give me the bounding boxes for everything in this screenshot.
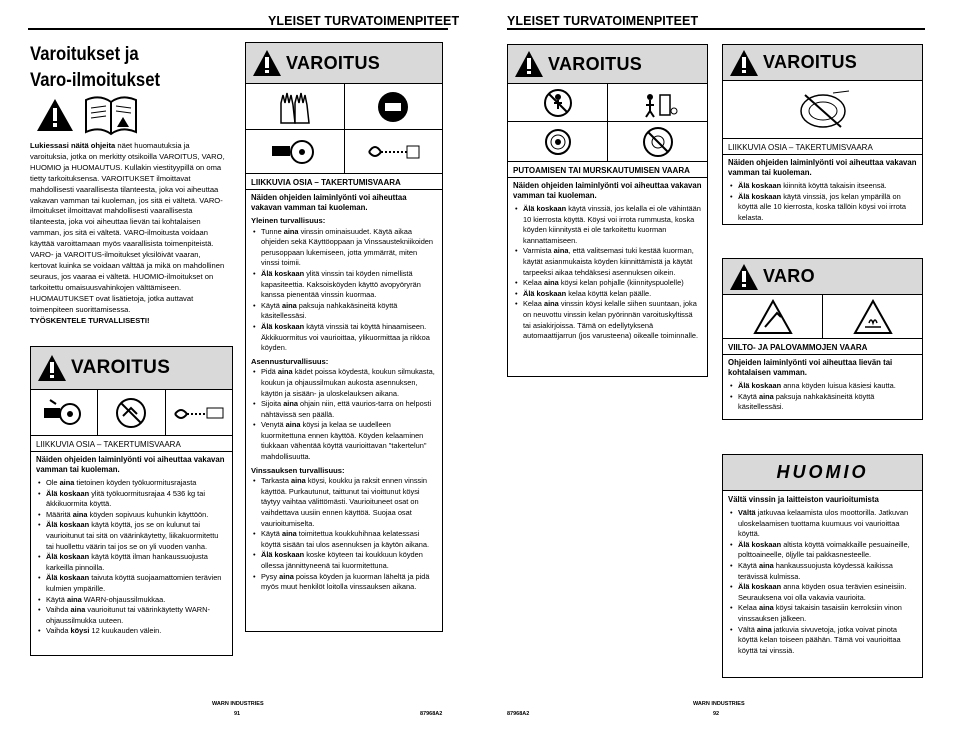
list-item: • Älä koskaan altista köyttä voimakkaille pesuaineille, polttoaineelle, öljylle tai pakkasnesteelle.	[728, 540, 917, 561]
list-item: • Älä koskaan käytä köyttä, jos se on kulunut tai vaurioitunut tai sitä on väärinkäytetty, liikakuormitettu tai huollettu väärin tai jos se on yli vuoden vanha.	[36, 520, 227, 552]
burn-hazard-icon	[823, 295, 922, 338]
list-item: • Älä koskaan kiinnitä köyttä takaisin itseensä.	[728, 181, 917, 192]
hazard-icons	[723, 295, 922, 339]
right-page	[477, 0, 954, 738]
warning-list	[36, 478, 227, 637]
intro-text: Lukiessasi näitä ohjeita näet huomautuksia ja varoituksia, jotka on merkitty otsikoilla VAROITUS, VARO, HUOMIO ja HUOMAUTUS. Kullakin viestityypillä on oma tietty tarkoituksensa. VAROITUKSET ilmoittavat mahdollisesti vaarallisesta tilanteesta, joka voi aiheuttaa vakavan vamman tai kuoleman, jos sitä ei vältetä. VARO-ilmoitukset ilmoittavat mahdollisesti vaarallisesta tilanteesta, joka voi aiheuttaa lievän tai kohtalaisen vamman, jos sitä ei vältetä. VARO-ilmoitusta voidaan käyttää varoittamaan myös vaarallisista toimenpiteistä. VARO- ja VAROITUS-ilmoitukset yksilöivät vaaran, kertovat kuinka se voidaan välttää ja mikä on mahdollinen seuraus, jos vaaraa ei vältetä. HUOMIO-ilmoitukset on tarkoitettu omaisuusvahinkojen välttämiseen. HUOMAUTUKSET ovat lisätietoja, jotka auttavat toimenpiteen suorittamisessa. TYÖSKENTELE TURVALLISESTI!	[30, 141, 225, 325]
cut-hazard-icon	[723, 295, 823, 338]
hazard-icons-row1	[246, 84, 442, 130]
section-title: LIIKKUVIA OSIA – TAKERTUMISVAARA	[31, 436, 232, 452]
hand-in-spool-icon	[246, 130, 345, 173]
section-title: LIIKKUVIA OSIA – TAKERTUMISVAARA	[723, 139, 922, 155]
list-item: • Varmista aina, että valitsemasi tuki kestää kuorman, käytät asianmukaista köyden kiinnittämistä ja käytät tarpeeksi aikaa tehdäksesi asennuksen oikein.	[513, 246, 702, 278]
header-rule	[507, 28, 925, 30]
warning-list	[251, 367, 437, 462]
warning-triangle-icon	[37, 354, 67, 382]
hazard-icons-row2	[246, 130, 442, 174]
list-item: • Älä koskaan ylitä vinssin tai köyden nimellistä kapasiteettia. Kaksoisköyden käyttö avopyöryrän kanssa pienentää vinssin kuormaa.	[251, 269, 437, 301]
warning-list	[251, 476, 437, 593]
warning-signal-word: VAROITUS	[763, 52, 858, 72]
list-item: • Älä koskaan ylitä työkuormitusrajaa 4 536 kg tai äkkikuormita köyttä.	[36, 489, 227, 510]
caution-list	[728, 381, 917, 413]
gloves-icon	[246, 84, 345, 129]
list-item: • Vaihda köysi 12 kuukauden välein.	[36, 626, 227, 637]
list-item: • Älä koskaan kelaa köyttä kelan päälle.	[513, 289, 702, 300]
notice-text: Vältä vinssin ja laitteiston vaurioitumista • Vältä jatkuvaa kelaamista ulos moottorilla. Jatkuvan uloskelaamisen tuottama kuumuus voi vaurioittaa köyttä. • Älä koskaan altista köyttä voimakkaille pesuaineille, polttoaineelle, öljylle tai pakkasnesteelle. • Käytä aina hankaussuojusta köydessä kaikissa terävissä kulmissa. • Älä koskaan anna köyden osua terävien esineisiin. Seurauksena voi olla vakavia vaurioita. • Kelaa aina köysi takaisin tasaisiin kerroksiin vinon vinssauksen jälkeen. • Vältä aina jatkuvia sivuvetoja, jotka voivat pinota köyttä kelan toiseen päähän. Tämä voi vaurioittaa köyttä tai vinssiä.	[723, 491, 922, 656]
helmet-icon	[345, 84, 443, 129]
warning-signal-word: VAROITUS	[286, 52, 381, 73]
caution-box-cuts-burns	[722, 258, 923, 420]
notice-box-equipment-damage	[722, 454, 923, 678]
document-code: 87968A2	[420, 711, 443, 717]
hazard-icons	[31, 390, 232, 436]
list-item: • Kelaa aina vinssin köysi kelalle siihen suuntaan, joka on neuvottu vinssin kelan pyörinnän varoituskyltissä tai asiakirjoissa. Tämä on edellytyksenä automaattijarrun (jos varusteena) oikealle toiminnalle.	[513, 299, 702, 341]
hook-entanglement-icon	[345, 130, 443, 173]
warning-list	[513, 204, 702, 342]
crush-hazard-icon	[608, 84, 707, 121]
list-item: • Käytä aina paksuja nahkakäsineitä köyttä käsitellessäsi.	[728, 392, 917, 413]
warning-list	[251, 227, 437, 354]
hazard-icons	[723, 81, 922, 139]
section-title: VIILTO- JA PALOVAMMOJEN VAARA	[723, 339, 922, 355]
list-item: • Käytä aina paksuja nahkakäsineitä köyttä käsitellessäsi.	[251, 301, 437, 322]
spool-wraps-icon	[508, 122, 608, 161]
warning-box-moving-parts-right	[722, 44, 923, 225]
list-item: • Älä koskaan käytä vinssiä, jos kelan ympärillä on köyttä alle 10 kierrosta, koska tällöin köysi voi irrota kelasta.	[728, 192, 917, 224]
page-number: 91	[234, 711, 241, 717]
page-header: YLEISET TURVATOIMENPITEET	[268, 14, 460, 28]
hand-in-winch-icon	[31, 390, 98, 435]
warning-text: Näiden ohjeiden laiminlyönti voi aiheuttaa vakavan vamman tai kuoleman. • Ole aina tietoinen köyden työkuormitusrajasta • Älä koskaan ylitä työkuormitusrajaa 4 536 kg tai äkkikuormita köyttä. • Määritä aina köyden sopivuus kuhunkin käyttöön. • Älä koskaan käytä köyttä, jos se on kulunut tai vaurioitunut tai sitä on väärinkäytetty, liikakuormitettu tai huollettu väärin tai jos se on yli vuoden vanha. • Älä koskaan käytä köyttä ilman hankaussuojusta karkeilla pinnoilla. • Älä koskaan taivuta köyttä suojaamattomien terävien kulmien ympärille. • Käytä aina WARN-ohjaussilmukkaa. • Vaihda aina vaurioitunut tai väärinkäytetty WARN-ohjaussilmukka uuteen. • Vaihda köysi 12 kuukauden välein.	[31, 452, 232, 637]
list-item: • Pidä aina kädet poissa köydestä, koukun silmukasta, koukun ja ohjaussilmukan aukosta asennuksen, käytön ja sisään- ja uloskelauksen aikana.	[251, 367, 437, 399]
notice-list	[728, 508, 917, 656]
notice-banner	[723, 455, 922, 491]
list-item: • Sijoita aina ohjain niin, että vaurios-tarra on helposti nähtävissä sen päällä.	[251, 399, 437, 420]
list-item: • Vaihda aina vaurioitunut tai väärinkäytetty WARN-ohjaussilmukka uuteen.	[36, 605, 227, 626]
list-item: • Älä koskaan käytä vinssiä, jos kelalla ei ole vähintään 10 kierrosta köyttä. Köysi voi irrota rummusta, koska köyden kiinnitystä ei ole tarkoitettu kuorman kannattamiseen.	[513, 204, 702, 246]
warning-list	[728, 181, 917, 223]
warning-signal-word: VAROITUS	[71, 357, 171, 378]
warning-text: Näiden ohjeiden laiminlyönti voi aiheuttaa vakavan vamman tai kuoleman. • Älä koskaan kiinnitä köyttä takaisin itseensä. • Älä koskaan käytä vinssiä, jos kelan ympärillä on köyttä alle 10 kierrosta, koska tällöin köysi voi irrota kelasta.	[723, 155, 922, 223]
read-manual-icon	[82, 92, 140, 141]
list-item: • Määritä aina köyden sopivuus kuhunkin käyttöön.	[36, 510, 227, 521]
caution-text: Ohjeiden laiminlyönti voi aiheuttaa lievän tai kohtalaisen vamman. • Älä koskaan anna köyden luisua käsiesi kautta. • Käytä aina paksuja nahkakäsineitä köyttä käsitellessäsi.	[723, 355, 922, 413]
list-item: • Käytä aina hankaussuojusta köydessä kaikissa terävissä kulmissa.	[728, 561, 917, 582]
list-item: • Venytä aina köysi ja kelaa se uudelleen kuormitettuna ennen käyttöä. Köyden kelaaminen tiukkaan vähentää köyttä vaurioittavan "takertelun" mahdollisuutta.	[251, 420, 437, 462]
hazard-icons-row1	[508, 84, 707, 122]
hazard-icons-row2	[508, 122, 707, 162]
warning-banner	[508, 45, 707, 84]
warning-text: Näiden ohjeiden laiminlyönti voi aiheuttaa vakavan vamman tai kuoleman. Yleinen turvallisuus: • Tunne aina vinssin ominaisuudet. Käytä aikaa ohjeiden sekä Käyttöoppaan ja Vinssaustekniikoiden perusoppaan lukemiseen, jotta ymmärrät, miten vinssi toimii. • Älä koskaan ylitä vinssin tai köyden nimellistä kapasiteettia. Kaksoisköyden käyttö avopyöryrän kanssa pienentää vinssin kuormaa. • Käytä aina paksuja nahkakäsineitä köyttä käsitellessäsi. • Älä koskaan käytä vinssiä tai köyttä hinaamiseen. Äkkikuormitus voi vaurioittaa, ylikuormittaa ja rikkoa köyden. Asennusturvallisuus: • Pidä aina kädet poissa köydestä, koukun silmukasta, koukun ja ohjaussilmukan aukosta asennuksen, käytön ja sisään- ja uloskelauksen aikana. • Sijoita aina ohjain niin, että vaurios-tarra on helposti nähtävissä sen päällä. • Venytä aina köysi ja kelaa se uudelleen kuormitettuna ennen käyttöä. Köyden kelaaminen tiukkaan vähentää köyttä vaurioittavan "takertelun" mahdollisuutta. Vinssauksen turvallisuus: • Tarkasta aina köysi, koukku ja raksit ennen vinssin käyttöä. Purkautunut, taittunut tai vioittunut köysi täytyy vaihtaa välittömästi. Vaurioituneet osat on vaihdettava uusiin ennen käyttöä. Suojaa osat vaurioitumiselta. • Käytä aina toimitettua koukkuhihnaa kelatessasi köyttä sisään tai ulos asennuksen ja käytön aikana. • Älä koskaan koske köyteen tai koukkuun köyden ollessa jännittyneenä tai kuormitettuna. • Pysy aina poissa köyden ja kuorman läheltä ja pidä myös muut henkilöt loitolla vinssauksen aikana.	[246, 190, 442, 593]
no-spool-icon	[608, 122, 707, 161]
list-item: • Älä koskaan käytä köyttä ilman hankaussuojusta karkeilla pinnoilla.	[36, 552, 227, 573]
caution-signal-word: VARO	[763, 266, 815, 286]
list-item: • Ole aina tietoinen köyden työkuormitusrajasta	[36, 478, 227, 489]
list-item: • Älä koskaan anna köyden luisua käsiesi kautta.	[728, 381, 917, 392]
list-item: • Vältä jatkuvaa kelaamista ulos moottorilla. Jatkuvan uloskelaamisen tuottama kuumuus voi vaurioittaa köyttä.	[728, 508, 917, 540]
section-title: LIIKKUVIA OSIA – TAKERTUMISVAARA	[246, 174, 442, 190]
hook-hand-icon	[166, 390, 232, 435]
warning-banner	[31, 347, 232, 390]
page-header: YLEISET TURVATOIMENPITEET	[507, 14, 699, 28]
warning-triangle-icon	[729, 49, 759, 77]
list-item: • Tarkasta aina köysi, koukku ja raksit ennen vinssin käyttöä. Purkautunut, taittunut tai vioittunut köysi täytyy vaihtaa välittömästi. Vaurioituneet osat on vaihdettava uusiin ennen käyttöä. Suojaa osat vaurioitumiselta.	[251, 476, 437, 529]
header-rule	[28, 28, 448, 30]
warning-triangle-icon	[514, 50, 544, 78]
warning-banner	[246, 43, 442, 84]
caution-triangle-icon	[729, 263, 759, 291]
page-number: 92	[713, 711, 720, 717]
notice-signal-word: HUOMIO	[776, 462, 869, 482]
document-code: 87968A2	[507, 711, 530, 717]
warning-signal-word: VAROITUS	[548, 53, 643, 74]
list-item: • Älä koskaan anna köyden osua terävien esineisiin. Seurauksena voi olla vakavia vaurioita.	[728, 582, 917, 603]
footer-company: WARN INDUSTRIES	[212, 701, 264, 707]
list-item: • Älä koskaan koske köyteen tai koukkuun köyden ollessa jännittyneenä tai kuormitettuna.	[251, 550, 437, 571]
warning-triangle-icon	[252, 49, 282, 77]
no-lifting-icon	[508, 84, 608, 121]
warning-box-moving-parts-left	[30, 346, 233, 656]
list-item: • Älä koskaan taivuta köyttä suojaamattomien terävien kulmien ympärille.	[36, 573, 227, 594]
list-item: • Käytä aina toimitettua koukkuhihnaa kelatessasi köyttä sisään tai ulos asennuksen ja käytön aikana.	[251, 529, 437, 550]
footer-company: WARN INDUSTRIES	[693, 701, 745, 707]
list-item: • Kelaa aina köysi takaisin tasaisiin kerroksiin vinon vinssauksen jälkeen.	[728, 603, 917, 624]
list-item: • Tunne aina vinssin ominaisuudet. Käytä aikaa ohjeiden sekä Käyttöoppaan ja Vinssaustekniikoiden perusoppaan lukemiseen, jotta ymmärrät, miten vinssi toimii.	[251, 227, 437, 269]
list-item: • Vältä aina jatkuvia sivuvetoja, jotka voivat pinota köyttä kelan toiseen päähän. Tämä voi vaurioittaa köyttä tai vinssiä.	[728, 625, 917, 657]
warning-triangle-icon	[36, 98, 74, 137]
warning-box-moving-parts-general	[245, 42, 443, 632]
list-item: • Pysy aina poissa köyden ja kuorman läheltä ja pidä myös muut henkilöt loitolla vinssauksen aikana.	[251, 572, 437, 593]
no-rope-wrap-icon	[723, 81, 922, 138]
warning-text: Näiden ohjeiden laiminlyönti voi aiheuttaa vakavan vamman tai kuoleman. • Älä koskaan käytä vinssiä, jos kelalla ei ole vähintään 10 kierrosta köyttä. Köysi voi irrota rummusta, koska köyden kiinnitystä ei ole tarkoitettu kuorman kannattamiseen. • Varmista aina, että valitsemasi tuki kestää kuorman, käytät asianmukaista köyden kiinnittämistä ja käytät tarpeeksi aikaa tehdäksesi asennuksen oikein. • Kelaa aina köysi kelan pohjalle (kiinnityspuolelle) • Älä koskaan kelaa köyttä kelan päälle. • Kelaa aina vinssin köysi kelalle siihen suuntaan, joka on neuvottu vinssin kelan pyörinnän varoituskyltissä tai asiakirjoissa. Tämä on edellytyksenä automaattijarrun (jos varusteena) oikealle toiminnalle.	[508, 178, 707, 342]
warning-banner	[723, 45, 922, 81]
list-item: • Käytä aina WARN-ohjaussilmukkaa.	[36, 595, 227, 606]
no-hand-icon	[98, 390, 165, 435]
warning-box-fall-crush	[507, 44, 708, 377]
caution-banner	[723, 259, 922, 295]
page-title: Varoitukset ja Varo-ilmoitukset	[30, 44, 161, 91]
list-item: • Kelaa aina köysi kelan pohjalle (kiinnityspuolelle)	[513, 278, 702, 289]
list-item: • Älä koskaan käytä vinssiä tai köyttä hinaamiseen. Äkkikuormitus voi vaurioittaa, ylikuormittaa ja rikkoa köyden.	[251, 322, 437, 354]
section-title: PUTOAMISEN TAI MURSKAUTUMISEN VAARA	[508, 162, 707, 178]
